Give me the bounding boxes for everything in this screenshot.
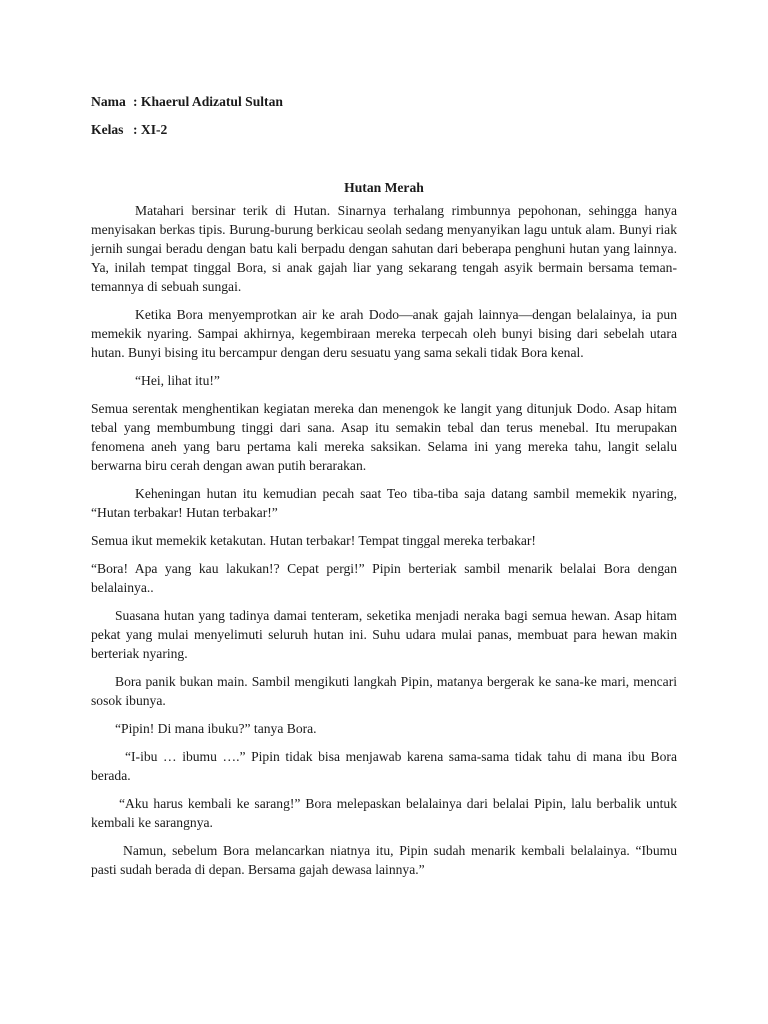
paragraph-11: “I-ibu … ibumu ….” Pipin tidak bisa menjawab karena sama-sama tidak tahu di mana ibu Bora berada. [91, 749, 677, 783]
story-title: Hutan Merah [344, 180, 424, 195]
paragraph-4: Semua serentak menghentikan kegiatan mereka dan menengok ke langit yang ditunjuk Dodo. Asap hitam tebal yang membumbung tinggi dari sana. Asap itu semakin tebal dan terus menebal. Itu merupakan fenomena aneh yang baru pertama kali mereka saksikan. Selama ini yang mereka tahu, langit selalu berwarna biru cerah dengan awan putih berarakan. [91, 401, 677, 473]
paragraph-2: Ketika Bora menyemprotkan air ke arah Dodo—anak gajah lainnya—dengan belalainya, ia pun memekik nyaring. Sampai akhirnya, kegembiraan mereka terpecah oleh bunyi bising dari sebelah utara hutan. Bunyi bising itu bercampur dengan deru sesuatu yang sama sekali tidak Bora kenal. [91, 307, 677, 360]
class-row [91, 120, 677, 139]
paragraph-3: “Hei, lihat itu!” [135, 373, 220, 388]
document-page [91, 92, 677, 879]
paragraph-6: Semua ikut memekik ketakutan. Hutan terbakar! Tempat tinggal mereka terbakar! [91, 533, 536, 548]
name-label: Nama [91, 94, 126, 109]
paragraph-1: Matahari bersinar terik di Hutan. Sinarnya terhalang rimbunnya pepohonan, sehingga hanya menyisakan berkas tipis. Burung-burung berkicau seolah sedang menyanyikan lagu untuk alam. Bunyi riak jernih sungai beradu dengan batu kali berpadu dengan sahutan dari beberapa penghuni hutan yang lainnya. Ya, inilah tempat tinggal Bora, si anak gajah liar yang sekarang tengah asyik bermain bersama teman-temannya di sebuah sungai. [91, 203, 677, 294]
name-value: : Khaerul Adizatul Sultan [133, 94, 283, 109]
paragraph-9: Bora panik bukan main. Sambil mengikuti langkah Pipin, matanya bergerak ke sana-ke mari, mencari sosok ibunya. [91, 674, 677, 708]
paragraph-12: “Aku harus kembali ke sarang!” Bora melepaskan belalainya dari belalai Pipin, lalu berbalik untuk kembali ke sarangnya. [91, 796, 677, 830]
paragraph-8: Suasana hutan yang tadinya damai tenteram, seketika menjadi neraka bagi semua hewan. Asap hitam pekat yang mulai menyelimuti seluruh hutan ini. Suhu udara mulai panas, membuat para hewan makin berteriak nyaring. [91, 608, 677, 661]
class-label: Kelas [91, 122, 124, 137]
paragraph-13: Namun, sebelum Bora melancarkan niatnya itu, Pipin sudah menarik kembali belalainya. “Ibumu pasti sudah berada di depan. Bersama gajah dewasa lainnya.” [91, 843, 677, 877]
paragraph-5: Keheningan hutan itu kemudian pecah saat Teo tiba-tiba saja datang sambil memekik nyaring, “Hutan terbakar! Hutan terbakar!” [91, 486, 677, 520]
class-value: : XI-2 [133, 122, 168, 137]
name-row [91, 92, 677, 111]
paragraph-7: “Bora! Apa yang kau lakukan!? Cepat pergi!” Pipin berteriak sambil menarik belalai Bora dengan belalainya.. [91, 561, 677, 595]
paragraph-10: “Pipin! Di mana ibuku?” tanya Bora. [115, 721, 317, 736]
